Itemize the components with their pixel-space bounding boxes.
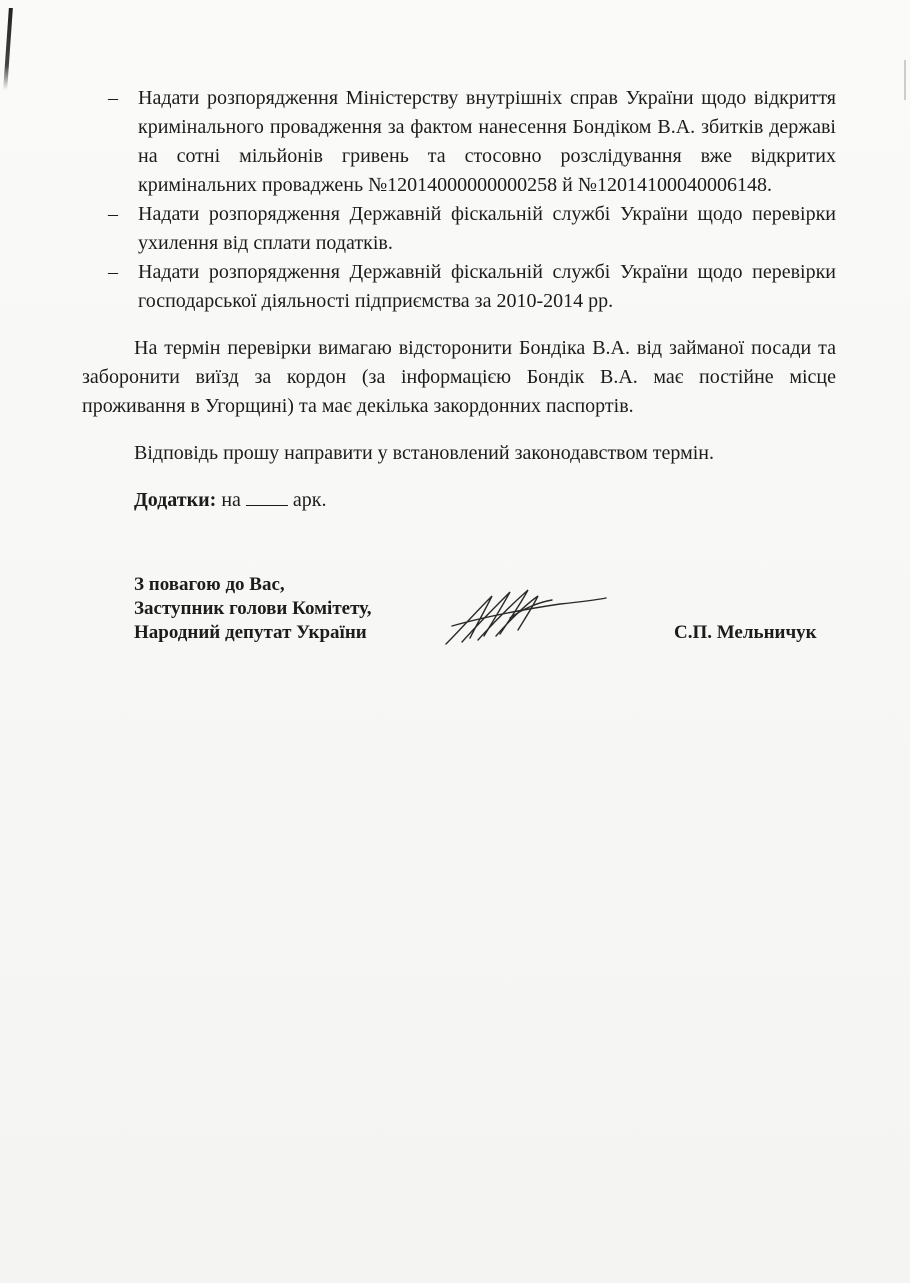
closing-line: З повагою до Вас, — [134, 574, 285, 595]
title-line: Народний депутат України — [134, 622, 367, 643]
position-line: Заступник голови Комітету, — [134, 598, 372, 619]
attachments-label: Додатки: — [134, 489, 217, 511]
list-item-text: Надати розпорядження Державній фіскальній службі України щодо перевірки ухилення від сплати податків. — [138, 203, 836, 254]
signatory-name: С.П. Мельничук — [674, 622, 817, 643]
handwritten-signature-icon — [440, 578, 610, 650]
list-dash: – — [108, 203, 118, 225]
scan-edge-mark — [3, 8, 13, 90]
paragraph-reply: Відповідь прошу направити у встановлений законодавством термін. — [134, 442, 714, 464]
list-dash: – — [108, 87, 118, 109]
attachments-blank — [246, 487, 288, 506]
list-item — [82, 84, 836, 200]
list-item — [82, 200, 836, 258]
attachments-suffix: арк. — [292, 489, 327, 511]
list-dash: – — [108, 261, 118, 283]
scan-edge-mark-right — [904, 60, 906, 100]
list-item — [82, 258, 836, 316]
list-item-text: Надати розпорядження Міністерству внутрішніх справ України щодо відкриття кримінального провадження за фактом нанесення Бондіком В.А. збитків державі на сотні мільйонів гривень та стосовно розслідування вже відкритих кримінальних проваджень №12014000000000258 й №12014100040006148. — [138, 87, 836, 196]
attachments-prefix: на — [221, 489, 241, 511]
attachments-line — [82, 486, 836, 515]
letter-body — [82, 84, 836, 515]
paragraph-suspend: На термін перевірки вимагаю відсторонити Бондіка В.А. від займаної посади та заборонити виїзд за кордон (за інформацією Бондік В.А. має постійне місце проживання в Угорщині) та має декілька закордонних паспортів. — [82, 337, 836, 417]
list-item-text: Надати розпорядження Державній фіскальній службі України щодо перевірки господарської діяльності підприємства за 2010-2014 рр. — [138, 261, 836, 312]
